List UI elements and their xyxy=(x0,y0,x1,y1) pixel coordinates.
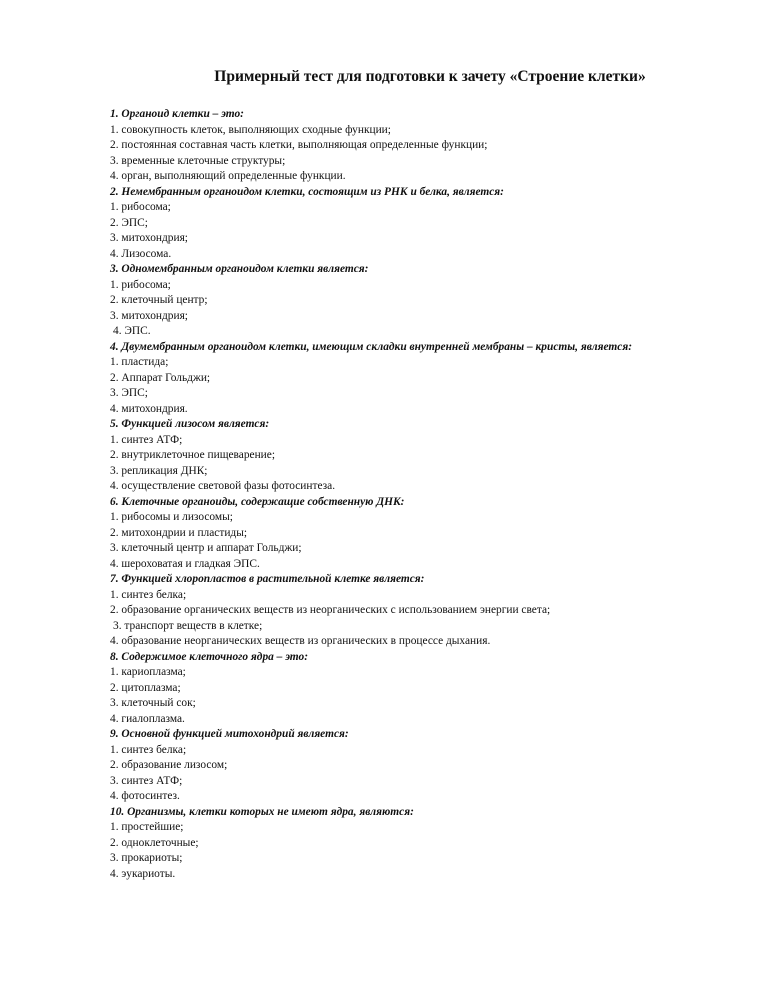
question-title: 4. Двумембранным органоидом клетки, имеющим складки внутренней мембраны – кристы, является: xyxy=(110,340,633,353)
question-title: 6. Клеточные органоиды, содержащие собственную ДНК: xyxy=(110,495,405,508)
question-2 xyxy=(110,185,730,263)
question-5 xyxy=(110,417,730,495)
answer-option: 3. ЭПС; xyxy=(110,387,148,399)
answer-option: 1. пластида; xyxy=(110,356,169,368)
answer-option: 1. рибосома; xyxy=(110,201,171,213)
answer-option: 3. клеточный центр и аппарат Гольджи; xyxy=(110,542,302,554)
answer-option: 1. простейшие; xyxy=(110,821,184,833)
question-title: 2. Немембранным органоидом клетки, состоящим из РНК и белка, является: xyxy=(110,185,504,198)
answer-option: 2. клеточный центр; xyxy=(110,294,208,306)
answer-option: 1. кариоплазма; xyxy=(110,666,186,678)
question-3 xyxy=(110,262,730,340)
question-title: 1. Органоид клетки – это: xyxy=(110,108,244,120)
question-8 xyxy=(110,650,730,728)
question-6 xyxy=(110,495,730,573)
answer-option: 2. внутриклеточное пищеварение; xyxy=(110,449,275,461)
answer-option: 3. митохондрия; xyxy=(110,309,188,322)
question-7 xyxy=(110,572,730,650)
answer-option: 2. одноклеточные; xyxy=(110,836,199,849)
question-title: 5. Функцией лизосом является: xyxy=(110,418,270,430)
question-title: 9. Основной функцией митохондрий является: xyxy=(110,728,349,740)
answer-option: 1. совокупность клеток, выполняющих сходные функции; xyxy=(110,123,391,136)
answer-option: 4. эукариоты. xyxy=(110,867,176,880)
answer-option: 3. клеточный сок; xyxy=(110,697,196,709)
question-title: 7. Функцией хлоропластов в растительной клетке является: xyxy=(110,573,425,585)
answer-option: 3. синтез АТФ; xyxy=(110,774,183,787)
answer-option: 2. Аппарат Гольджи; xyxy=(110,371,211,384)
answer-option: 4. Лизосома. xyxy=(110,247,172,260)
answer-option: 4. митохондрия. xyxy=(110,402,188,415)
answer-option: 2. образование лизосом; xyxy=(110,759,228,771)
question-4 xyxy=(110,340,730,418)
document-page xyxy=(110,68,730,882)
answer-option: 3. митохондрия; xyxy=(110,232,188,244)
question-title: 3. Одномембранным органоидом клетки является: xyxy=(110,263,369,275)
answer-option: 1. синтез АТФ; xyxy=(110,433,183,446)
answer-option: 1. рибосома; xyxy=(110,278,171,291)
answer-option: 3. прокариоты; xyxy=(110,852,183,864)
answer-option: 3. временные клеточные структуры; xyxy=(110,154,286,167)
answer-option: 4. ЭПС. xyxy=(113,325,151,337)
answer-option: 1. синтез белка; xyxy=(110,588,187,601)
answer-option: 2. постоянная составная часть клетки, выполняющая определенные функции; xyxy=(110,139,488,151)
answer-option: 2. митохондрии и пластиды; xyxy=(110,526,248,539)
answer-option: 3. транспорт веществ в клетке; xyxy=(113,619,263,632)
answer-option: 1. синтез белка; xyxy=(110,743,187,756)
question-title: 8. Содержимое клеточного ядра – это: xyxy=(110,650,308,663)
question-title: 10. Организмы, клетки которых не имеют ядра, являются: xyxy=(110,805,414,818)
answer-option: 2. ЭПС; xyxy=(110,216,148,229)
page-title: Примерный тест для подготовки к зачету «Строение клетки» xyxy=(214,68,646,85)
question-9 xyxy=(110,727,730,805)
answer-option: 1. рибосомы и лизосомы; xyxy=(110,511,233,523)
answer-option: 3. репликация ДНК; xyxy=(110,464,208,477)
answer-option: 4. шероховатая и гладкая ЭПС. xyxy=(110,557,260,570)
question-1 xyxy=(110,107,730,185)
answer-option: 4. осуществление световой фазы фотосинтеза. xyxy=(110,480,336,492)
answer-option: 2. цитоплазма; xyxy=(110,681,181,694)
answer-option: 4. орган, выполняющий определенные функции. xyxy=(110,170,346,182)
answer-option: 2. образование органических веществ из неорганических с использованием энергии света; xyxy=(110,604,551,616)
answer-option: 4. фотосинтез. xyxy=(110,790,180,802)
answer-option: 4. образование неорганических веществ из органических в процессе дыхания. xyxy=(110,635,491,647)
question-10 xyxy=(110,805,730,883)
answer-option: 4. гиалоплазма. xyxy=(110,712,185,725)
